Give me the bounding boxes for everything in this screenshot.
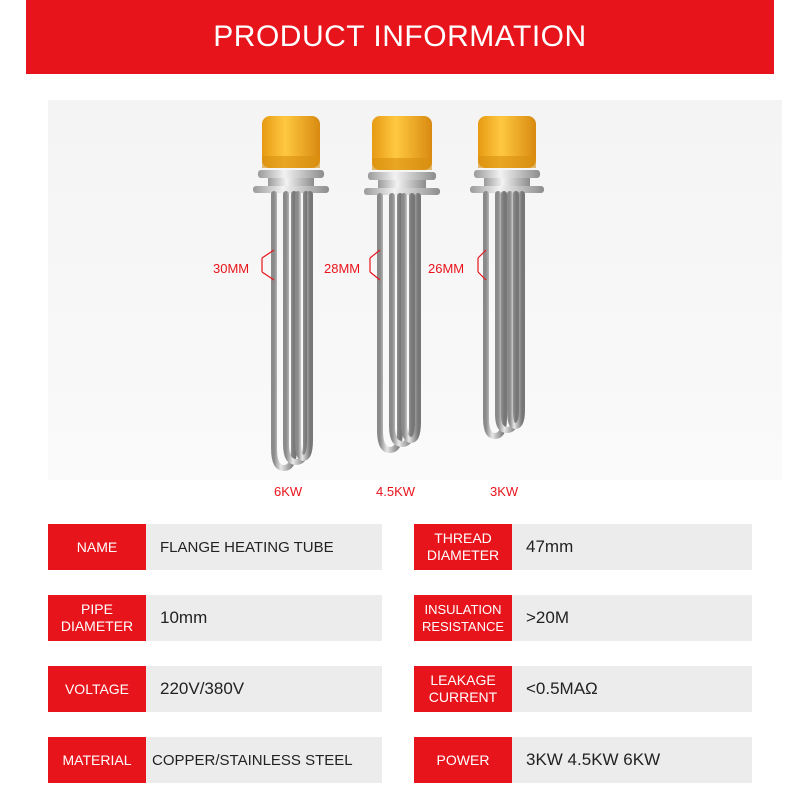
- spec-row-name: [48, 524, 382, 570]
- power-label-1: 6KW: [274, 484, 303, 499]
- spec-row-voltage: [48, 666, 382, 712]
- spec-key: POWER: [414, 737, 512, 783]
- product-photo: [48, 100, 782, 480]
- page-title: PRODUCT INFORMATION: [213, 20, 587, 53]
- diameter-label-2: 28MM: [324, 261, 361, 276]
- power-label-2: 4.5KW: [376, 484, 416, 499]
- spec-value: FLANGE HEATING TUBE: [146, 524, 382, 570]
- spec-value: 220V/380V: [146, 666, 382, 712]
- spec-row-leakage: [414, 666, 752, 712]
- spec-value: 47mm: [512, 524, 752, 570]
- diameter-label-3: 26MM: [428, 261, 465, 276]
- heater-3kw: [470, 116, 544, 436]
- spec-key: INSULATION RESISTANCE: [414, 595, 512, 641]
- spec-key: PIPE DIAMETER: [48, 595, 146, 641]
- spec-value: >20M: [512, 595, 752, 641]
- spec-value: COPPER/STAINLESS STEEL: [146, 737, 382, 783]
- spec-row-thread: [414, 524, 752, 570]
- spec-value: 10mm: [146, 595, 382, 641]
- spec-key: VOLTAGE: [48, 666, 146, 712]
- diameter-label-1: 30MM: [213, 261, 250, 276]
- spec-row-power: [414, 737, 752, 783]
- spec-key: NAME: [48, 524, 146, 570]
- spec-row-pipe: [48, 595, 382, 641]
- spec-row-material: [48, 737, 382, 783]
- spec-key: THREAD DIAMETER: [414, 524, 512, 570]
- spec-value: 3KW 4.5KW 6KW: [512, 737, 752, 783]
- power-label-3: 3KW: [490, 484, 519, 499]
- spec-key: MATERIAL: [48, 737, 146, 783]
- heaters-illustration: [48, 100, 782, 480]
- spec-key: LEAKAGE CURRENT: [414, 666, 512, 712]
- heater-4-5kw: [364, 116, 440, 450]
- spec-row-insulation: [414, 595, 752, 641]
- title-bar: [26, 0, 774, 74]
- heater-6kw: [253, 116, 329, 468]
- header-banner: [0, 0, 800, 88]
- spec-value: <0.5MAΩ: [512, 666, 752, 712]
